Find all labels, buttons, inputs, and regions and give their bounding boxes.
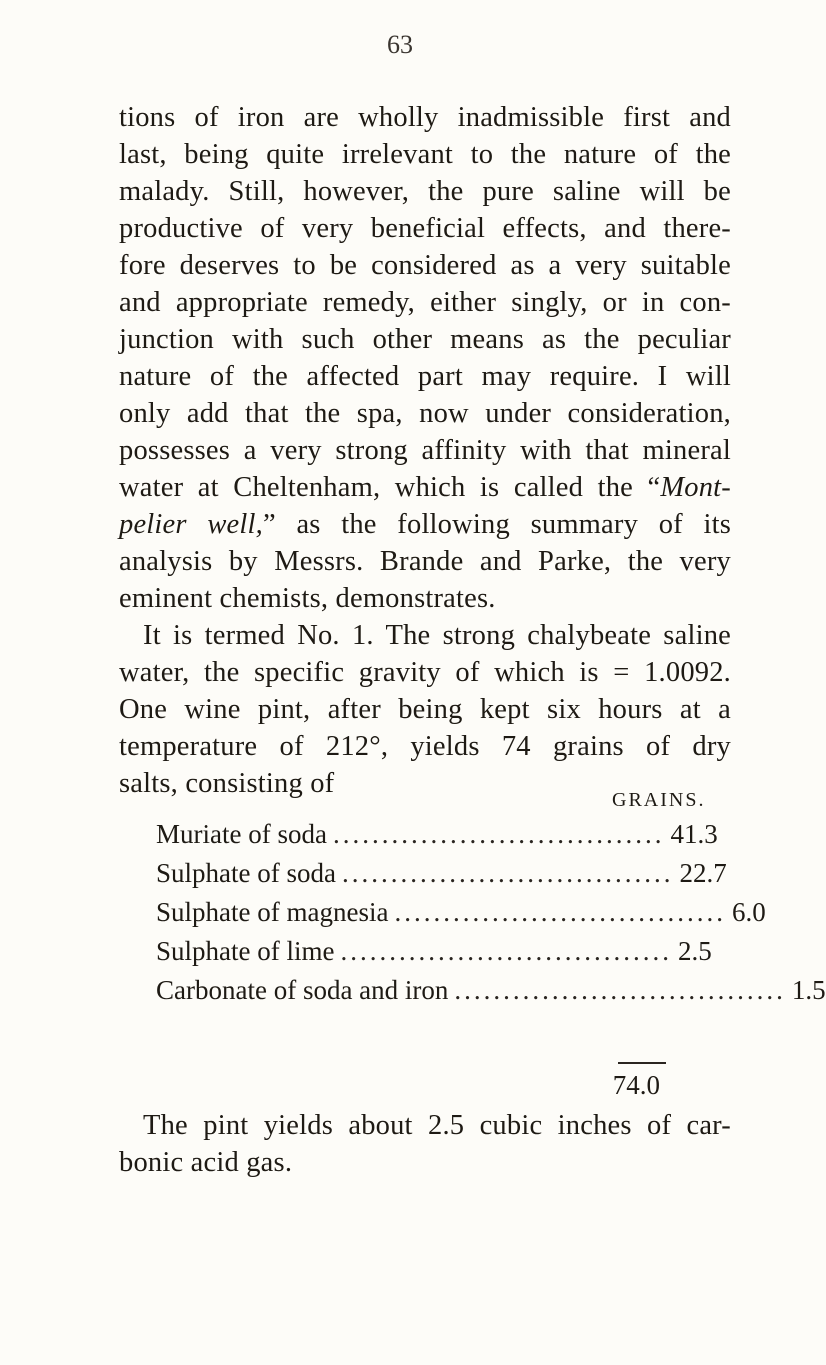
salt-name: Sulphate of magnesia (156, 897, 389, 927)
salt-name: Muriate of soda (156, 819, 327, 849)
text-line: The pint yields about 2.5 cubic inches of car- (143, 1110, 731, 1141)
text-line: productive of very beneficial effects, and there- (119, 213, 731, 244)
table-row (156, 895, 766, 929)
table-row (156, 973, 826, 1007)
leader-dots: .................................. (454, 975, 786, 1005)
table-row (156, 856, 727, 890)
text-line: nature of the affected part may require. I will (119, 361, 731, 392)
salt-name: Sulphate of lime (156, 936, 335, 966)
italic-fragment: pelier well, (119, 509, 263, 540)
text-line: salts, consisting of (119, 768, 335, 799)
salt-value: 1.5 (791, 975, 826, 1005)
text-fragment: ” as the following summary of its (262, 509, 732, 540)
leader-dots: .................................. (341, 858, 674, 888)
text-line (119, 506, 731, 543)
text-line: fore deserves to be considered as a very suitable (119, 250, 731, 281)
salt-name: Carbonate of soda and iron (156, 975, 449, 1005)
salt-name: Sulphate of soda (156, 858, 336, 888)
unit-header: GRAINS. (612, 789, 706, 811)
salt-value: 22.7 (679, 858, 727, 888)
leader-dots: .................................. (332, 819, 665, 849)
leader-dots: .................................. (340, 936, 672, 966)
text-line: One wine pint, after being kept six hours at a (119, 694, 731, 725)
text-line: last, being quite irrelevant to the nature of the (119, 139, 731, 170)
salt-value: 41.3 (670, 819, 718, 849)
text-line: water, the specific gravity of which is = 1.0092. (119, 657, 731, 688)
leader-dots: .................................. (394, 897, 726, 927)
salt-value: 2.5 (677, 936, 712, 966)
text-line: and appropriate remedy, either singly, or in con- (119, 287, 731, 318)
text-line: tions of iron are wholly inadmissible first and (119, 102, 731, 133)
text-line: bonic acid gas. (119, 1147, 293, 1178)
text-line: junction with such other means as the peculiar (119, 324, 731, 355)
page-number: 63 (387, 30, 413, 59)
total-value: 74.0 (612, 1070, 660, 1100)
text-fragment: water at Cheltenham, which is called the “ (119, 472, 661, 503)
text-line (119, 469, 731, 506)
total-rule (618, 1062, 666, 1064)
table-row (156, 817, 718, 851)
text-line: possesses a very strong affinity with that mineral (119, 435, 731, 466)
salt-value: 6.0 (731, 897, 766, 927)
text-line: malady. Still, however, the pure saline will be (119, 176, 731, 207)
text-line: temperature of 212°, yields 74 grains of dry (119, 731, 731, 762)
table-row (156, 934, 712, 968)
italic-fragment: Mont- (660, 472, 731, 503)
text-line: eminent chemists, demonstrates. (119, 583, 496, 614)
text-line: only add that the spa, now under consideration, (119, 398, 731, 429)
text-line: analysis by Messrs. Brande and Parke, the very (119, 546, 731, 577)
text-line: It is termed No. 1. The strong chalybeate saline (143, 620, 731, 651)
